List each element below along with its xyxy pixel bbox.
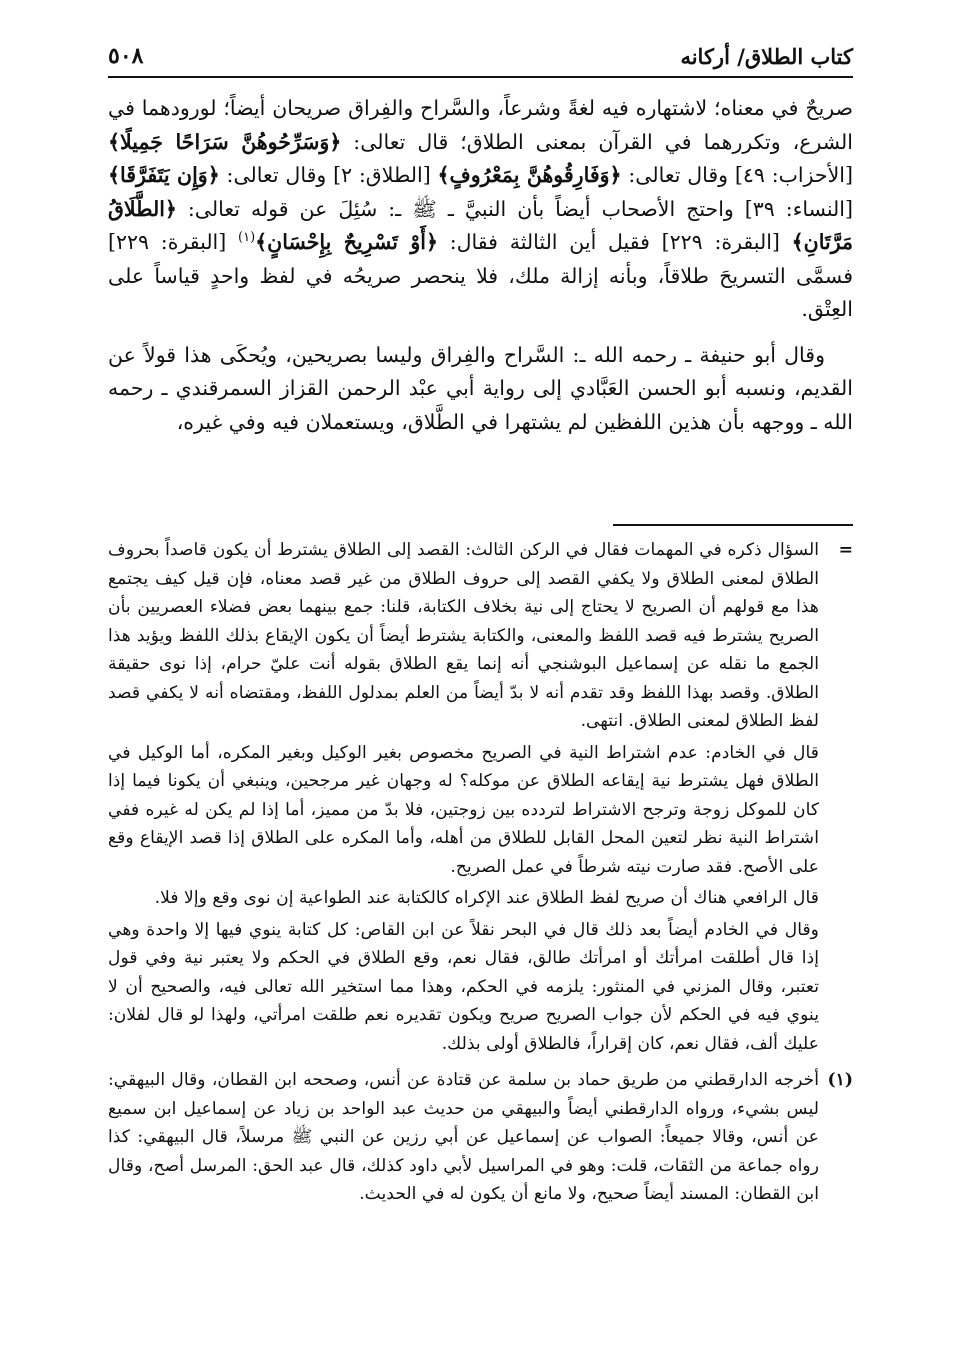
text-segment: [الأحزاب: ٤٩] وقال تعالى: xyxy=(621,163,853,187)
continuation-marker: = xyxy=(838,540,853,560)
quran-verse: ﴿الطَّلَاقُ مَرَّتَانِ﴾ xyxy=(108,196,853,254)
footnote-paragraph: وقال في الخادم أيضاً بعد ذلك قال في البحر نقلاً عن ابن القاص: كل كتابة ينوي فيها إلا واحدة وهي إذا قال أطلقت امرأتك أو امرأتك طالق، فقال نعم، وقع الطلاق في الحكم ولا يعتبر نية وفي قول تعتبر، وقال المزني في المنثور: يلزمه في الحكم، وهذا مما استخير الله تعالى فيه، والصحيح أن لا ينوي فيه في الحكم لأن جواب الصريح صريح ويكون تقديره نعم طلقت امرأتي، ولهذا لو قال لفلان: عليك ألف، فقال نعم، كان إقراراً، فالطلاق أولى بذلك. xyxy=(108,919,819,1054)
footnote-paragraph: قال في الخادم: عدم اشتراط النية في الصريح مخصوص بغير الوكيل وبغير المكره، أما الوكيل في الطلاق فهل يشترط نية إيقاعه الطلاق عن موكله؟ له وجهان غير مرجحين، وينبغي أن يكونا فيما إذا كان للموكل زوجة وترجح الاشتراط لتردده بين زوجتين، فلا بدّ من مميز، أما إذا لم يكن له غيره ففي اشتراط النية نظر لتعين المحل القابل للطلاق من أهله، وأما المكره على الطلاق إذا قصد الإيقاع وقع على الأصح. فقد صارت نيته شرطاً في عمل الصريح. xyxy=(108,742,819,877)
footnote-number: (١) xyxy=(827,1070,853,1090)
footnote-continuation xyxy=(108,536,853,1061)
text-segment: [الطلاق: ٢] وقال تعالى: xyxy=(219,163,438,187)
main-paragraph-2: وقال أبو حنيفة ـ رحمه الله ـ: السَّراح والفِراق وليسا بصريحين، ويُحكَى هذا قولاً عن القديم، ونسبه أبو الحسن العَبَّادي إلى رواية أبي عبْد الرحمن القزاز السمرقندي ـ رحمه الله ـ ووجهه بأن هذين اللفظين لم يشتهرا في الطَّلاق، ويستعملان فيه وفي غيره، xyxy=(108,342,853,434)
footnote-separator xyxy=(613,524,853,526)
quran-verse: ﴿أَوْ تَسْرِيحٌ بِإِحْسَانٍ﴾ xyxy=(255,230,438,254)
page-number: ٥٠٨ xyxy=(108,43,144,69)
quran-verse: ﴿وَفَارِقُوهُنَّ بِمَعْرُوفٍ﴾ xyxy=(437,163,622,187)
footnote-continuation-body xyxy=(108,536,819,1061)
footnote-reference[interactable]: (١) xyxy=(238,230,256,246)
main-paragraph-1 xyxy=(108,92,853,327)
footnote-paragraph: قال الرافعي هناك أن صريح لفظ الطلاق عند الإكراه كالكتابة عند الطواعية إن نوى وقع وإلا فلا. xyxy=(154,888,819,908)
footnote-1-body xyxy=(108,1066,819,1212)
main-text xyxy=(108,92,853,439)
footnote-paragraph: السؤال ذكره في المهمات فقال في الركن الثالث: القصد إلى الطلاق يشترط أن يكون قاصداً بحروف الطلاق لمعنى الطلاق ولا يكفي القصد إلى حروف الطلاق من غير قصد معناه، فإن قيل كيف يجتمع هذا مع قولهم أن الصريح لا يحتاج إلى نية بخلاف الكتابة، قلنا: جمع بينهما بعض فضلاء العصريين بأن الصريح يشترط فيه قصد اللفظ والمعنى، والكتابة يشترط أيضاً أن يكون الإيقاع بذلك اللفظ ويؤيد هذا الجمع ما نقله عن إسماعيل البوشنجي أنه إنما يقع الطلاق بقوله أنت عليّ حرام، إذا نوى حقيقة الطلاق. وقصد بهذا اللفظ وقد تقدم أنه لا بدّ أيضاً من العلم بمدلول اللفظ، ومقتضاه أنه لا يكفي قصد لفظ الطلاق لمعنى الطلاق. انتهى. xyxy=(108,540,819,731)
text-segment: [البقرة: ٢٢٩] فقيل أين الثالثة فقال: xyxy=(437,230,792,254)
footnote-1 xyxy=(108,1066,853,1212)
quran-verse: ﴿وَإِن يَتَفَرَّقَا﴾ xyxy=(108,163,220,187)
text-segment: [النساء: ٣٩] واحتج الأصحاب أيضاً بأن النبيَّ ـ ﷺ ـ: سُئِلَ عن قوله تعالى: xyxy=(176,196,853,221)
page-header xyxy=(108,36,853,78)
quran-verse: ﴿وَسَرِّحُوهُنَّ سَرَاحًا جَمِيلًا﴾ xyxy=(108,129,342,154)
footnote-paragraph: أخرجه الدارقطني من طريق حماد بن سلمة عن قتادة عن أنس، وصححه ابن القطان، وقال البيهقي: ليس بشيء، ورواه الدارقطني أيضاً والبيهقي من حديث عبد الواحد بن زياد عن إسماعيل ابن سميع عن أنس، وقالا جميعاً: الصواب عن إسماعيل عن أبي رزين عن النبي ﷺ مرسلاً، قال البيهقي: كذا رواه جماعة من الثقات، قلت: وهو في المراسيل لأبي داود كذلك، قال عبد الحق: المرسل أصح، وقال ابن القطان: المسند أيضاً صحيح، ولا مانع أن يكون له في الحديث. xyxy=(108,1070,819,1204)
running-title: كتاب الطلاق/ أركانه xyxy=(680,43,853,69)
text-segment: [البقرة: ٢٢٩] فسمَّى التسريحَ طلاقاً، وبأنه إزالة ملك، فلا ينحصر صريحُه في لفظ واحدٍ قياساً على العِتْق. xyxy=(108,230,853,321)
footnotes xyxy=(108,536,853,1212)
text-segment: صريحٌ في معناه؛ لاشتهاره فيه لغةً وشرعاً، والسَّراح والفِراق صريحان أيضاً؛ لورودهما في الشرع، وتكررهما في القرآن بمعنى الطلاق؛ قال تعالى: xyxy=(108,96,853,154)
